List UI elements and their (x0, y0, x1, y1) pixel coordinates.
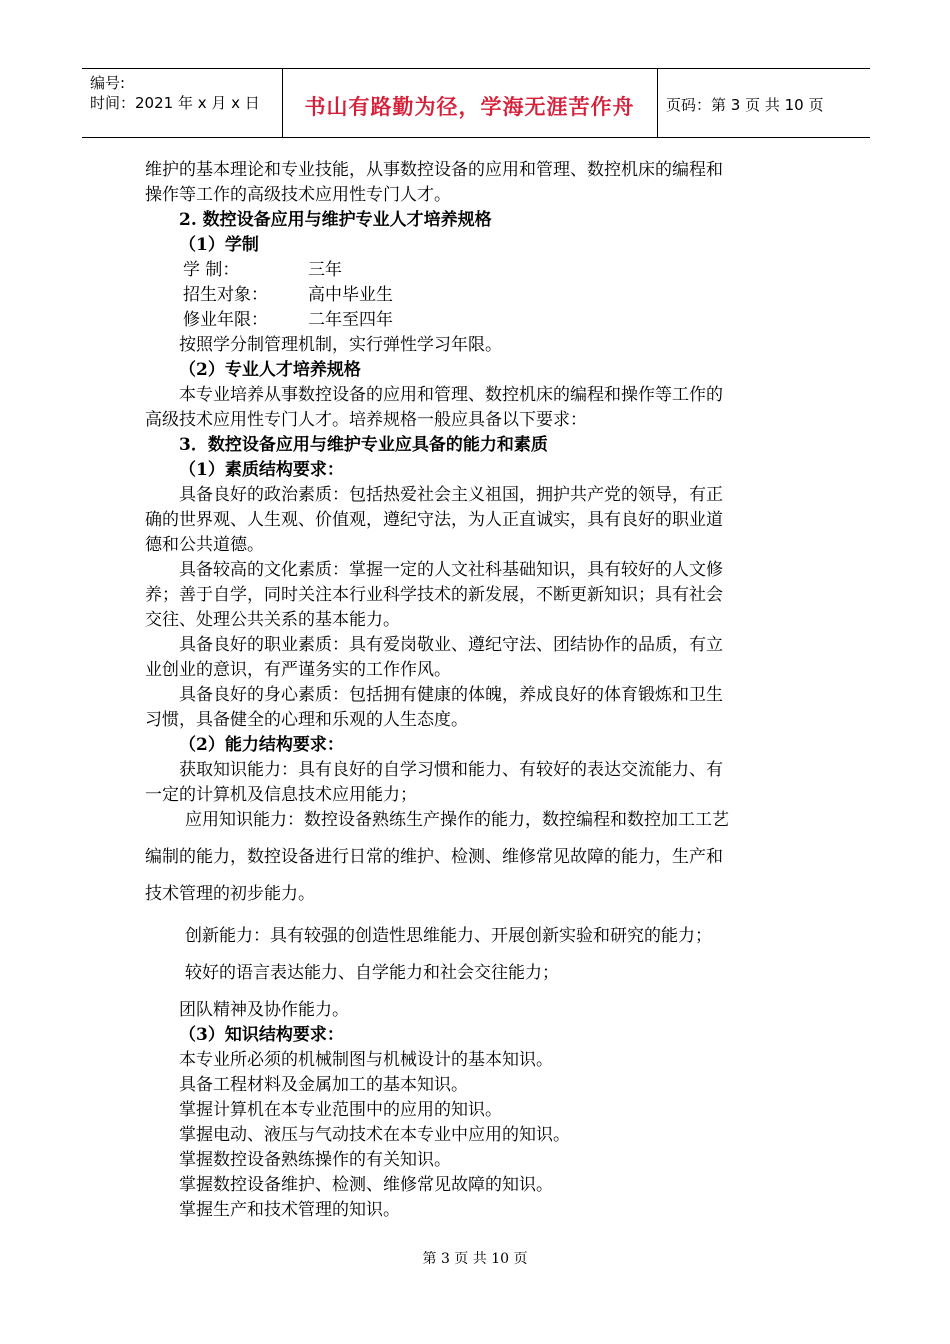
paragraph-line: 掌握生产和技术管理的知识。 (179, 1200, 400, 1220)
paragraph-line: 确的世界观、人生观、价值观，遵纪守法，为人正直诚实，具有良好的职业道 (145, 510, 723, 530)
subsection-heading: （2）专业人才培养规格 (179, 360, 361, 380)
kv-value: 三年 (308, 260, 342, 280)
page-header (82, 68, 870, 138)
header-left (90, 73, 260, 113)
code-label: 编号: (90, 74, 126, 92)
paragraph-line: 按照学分制管理机制，实行弹性学习年限。 (179, 335, 502, 355)
document-body (145, 158, 810, 1223)
page-footer: 第 3 页 共 10 页 (422, 1251, 528, 1267)
kv-key: 招生对象： (183, 285, 268, 305)
paragraph-line: 团队精神及协作能力。 (179, 1000, 349, 1020)
paragraph-line: 德和公共道德。 (145, 535, 264, 555)
section-heading: 3．数控设备应用与维护专业应具备的能力和素质 (179, 435, 548, 455)
kv-key: 学 制： (183, 260, 240, 280)
paragraph-line: 具备较高的文化素质：掌握一定的人文社科基础知识，具有较好的人文修 (179, 560, 723, 580)
paragraph-line: 较好的语言表达能力、自学能力和社会交往能力； (185, 963, 559, 983)
paragraph-line: 具备良好的政治素质：包括热爱社会主义祖国，拥护共产党的领导，有正 (179, 485, 723, 505)
paragraph-line: 具备良好的职业素质：具有爱岗敬业、遵纪守法、团结协作的品质，有立 (179, 635, 723, 655)
paragraph-line: 掌握数控设备熟练操作的有关知识。 (179, 1150, 451, 1170)
paragraph-line: 操作等工作的高级技术应用性专门人才。 (145, 185, 451, 205)
section-heading: 2. 数控设备应用与维护专业人才培养规格 (179, 210, 492, 230)
subsection-heading: （3）知识结构要求： (179, 1025, 344, 1045)
paragraph-line: 掌握电动、液压与气动技术在本专业中应用的知识。 (179, 1125, 570, 1145)
paragraph-line: 技术管理的初步能力。 (145, 884, 315, 904)
paragraph-line: 业创业的意识，有严谨务实的工作作风。 (145, 660, 451, 680)
kv-value: 高中毕业生 (308, 285, 393, 305)
paragraph-line: 交往、处理公共关系的基本能力。 (145, 610, 400, 630)
paragraph-line: 高级技术应用性专门人才。培养规格一般应具备以下要求： (145, 410, 587, 430)
subsection-heading: （1）素质结构要求： (179, 460, 344, 480)
paragraph-line: 掌握数控设备维护、检测、维修常见故障的知识。 (179, 1175, 553, 1195)
paragraph-line: 一定的计算机及信息技术应用能力； (145, 785, 417, 805)
header-motto: 书山有路勤为径，学海无涯苦作舟 (304, 95, 635, 119)
header-divider (657, 69, 658, 137)
time-label: 时间：2021 年 x 月 x 日 (90, 94, 260, 112)
paragraph-line: 养；善于自学，同时关注本行业科学技术的新发展，不断更新知识；具有社会 (145, 585, 723, 605)
paragraph-line: 获取知识能力：具有良好的自学习惯和能力、有较好的表达交流能力、有 (179, 760, 723, 780)
paragraph-line: 具备工程材料及金属加工的基本知识。 (179, 1075, 468, 1095)
kv-row (145, 283, 810, 308)
kv-value: 二年至四年 (308, 310, 393, 330)
paragraph-line: 本专业所必须的机械制图与机械设计的基本知识。 (179, 1050, 553, 1070)
header-page-info: 页码：第 3 页 共 10 页 (666, 96, 824, 114)
paragraph-line: 本专业培养从事数控设备的应用和管理、数控机床的编程和操作等工作的 (179, 385, 723, 405)
paragraph-line: 习惯，具备健全的心理和乐观的人生态度。 (145, 710, 468, 730)
kv-row (145, 258, 810, 283)
paragraph-line: 创新能力：具有较强的创造性思维能力、开展创新实验和研究的能力； (185, 926, 712, 946)
kv-key: 修业年限： (183, 310, 268, 330)
paragraph-line: 掌握计算机在本专业范围中的应用的知识。 (179, 1100, 502, 1120)
paragraph-line: 应用知识能力：数控设备熟练生产操作的能力，数控编程和数控加工工艺 (185, 810, 729, 830)
paragraph-line: 编制的能力，数控设备进行日常的维护、检测、维修常见故障的能力，生产和 (145, 847, 723, 867)
kv-row (145, 308, 810, 333)
paragraph-line: 维护的基本理论和专业技能，从事数控设备的应用和管理、数控机床的编程和 (145, 160, 723, 180)
subsection-heading: （2）能力结构要求： (179, 735, 344, 755)
paragraph-line: 具备良好的身心素质：包括拥有健康的体魄，养成良好的体育锻炼和卫生 (179, 685, 723, 705)
subsection-heading: （1）学制 (179, 235, 259, 255)
